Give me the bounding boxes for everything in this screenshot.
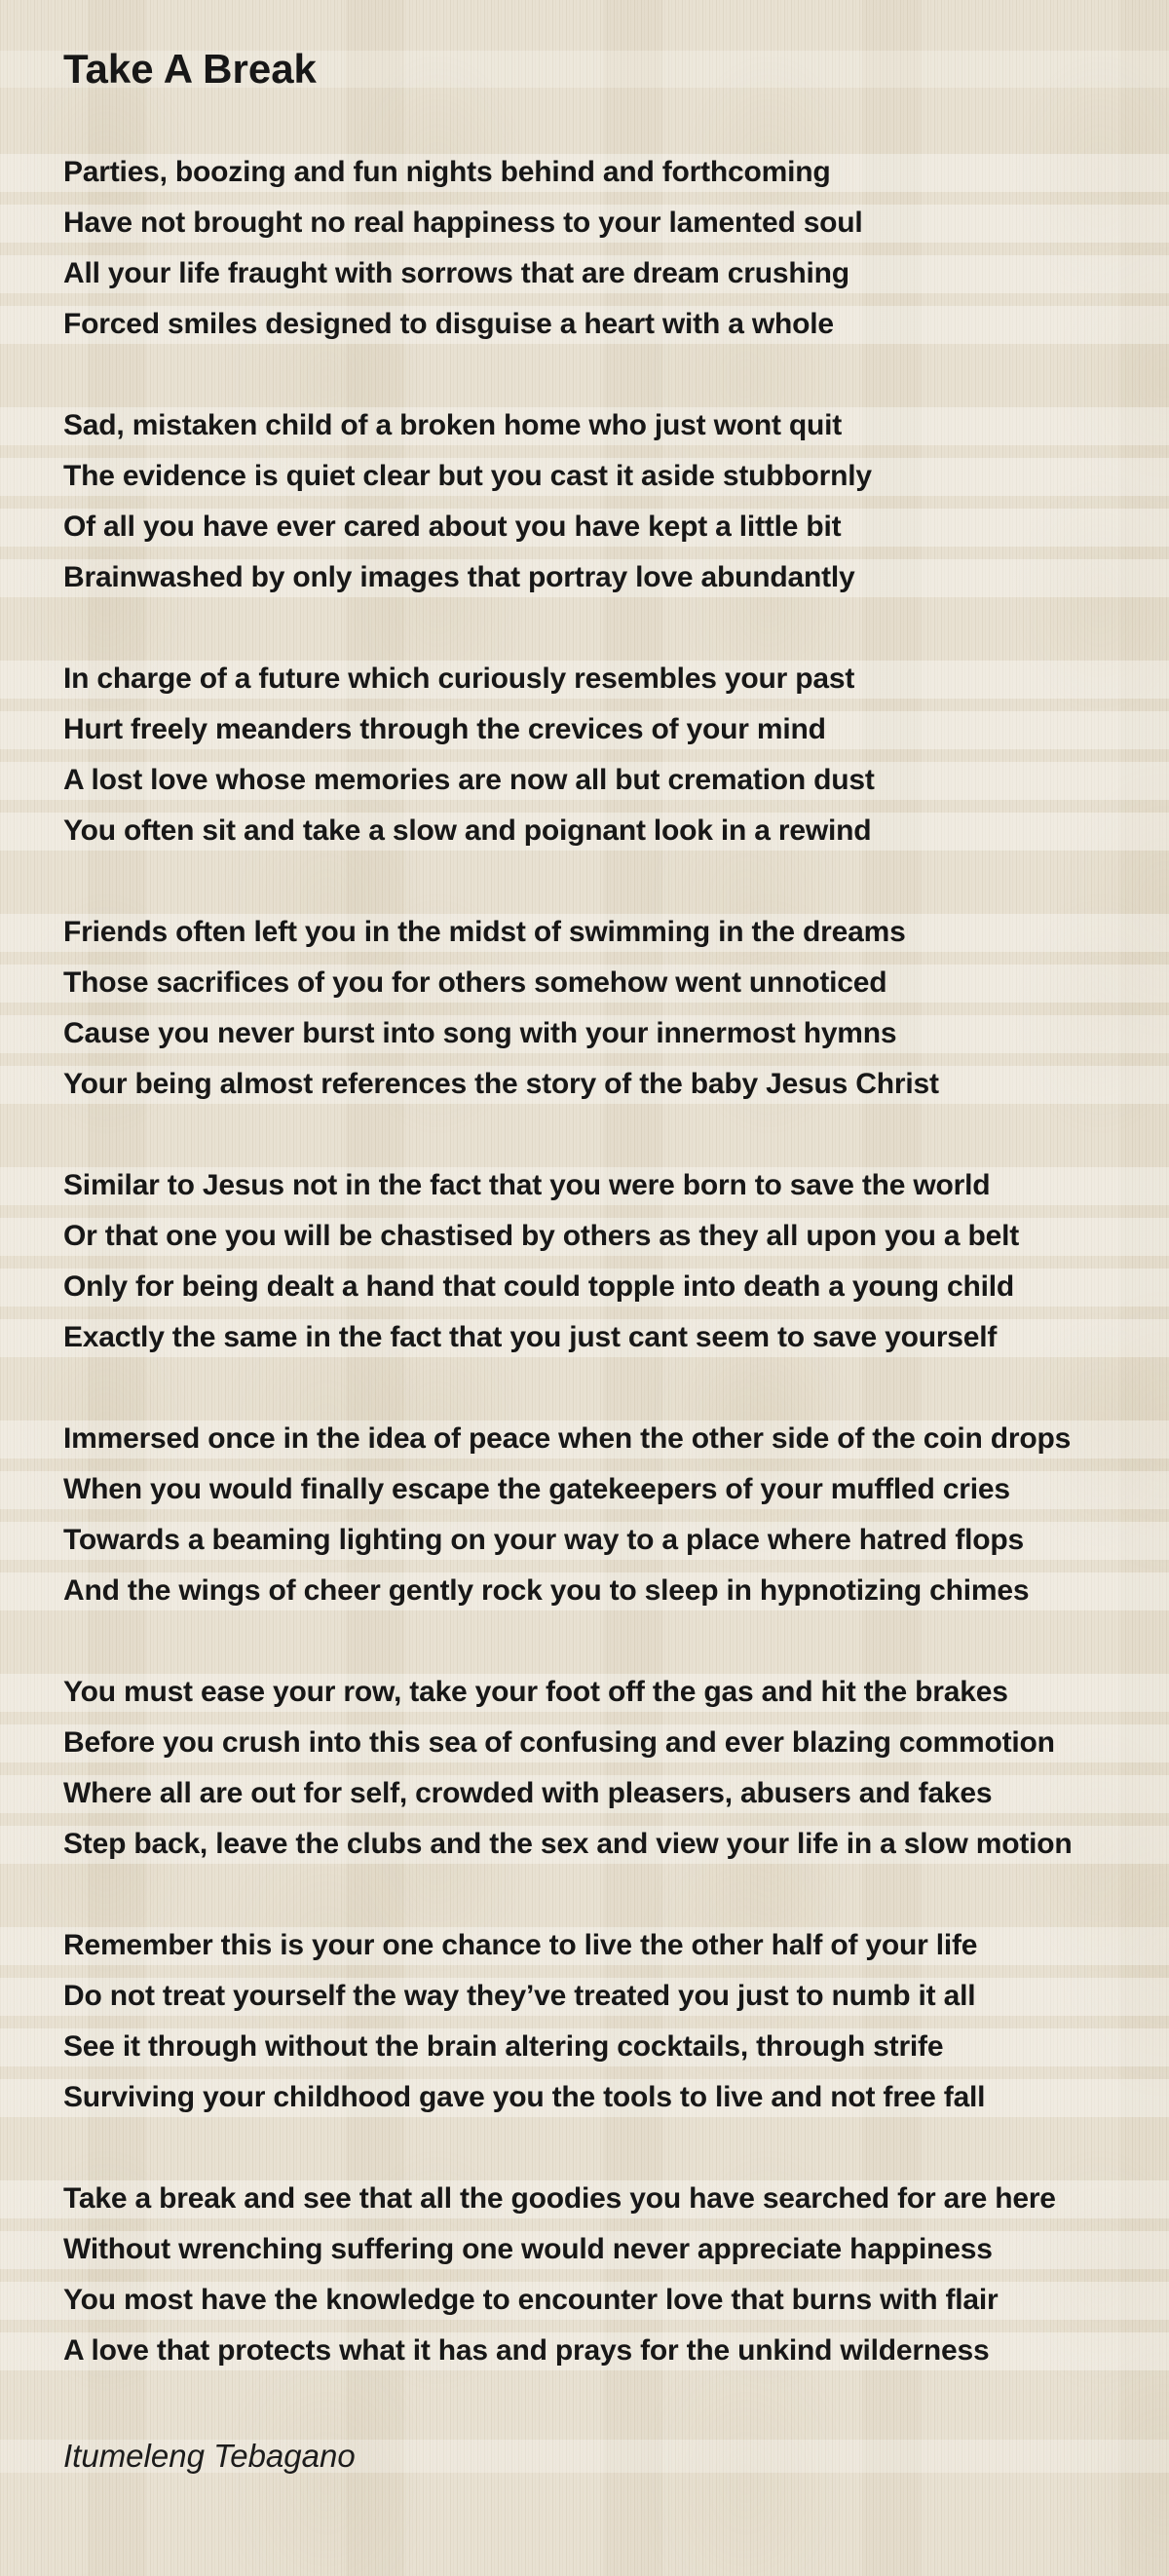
poem-line: Do not treat yourself the way they’ve treated you just to numb it all [0,1971,1169,2022]
poem-line: Exactly the same in the fact that you just cant seem to save yourself [0,1312,1169,1363]
poem-line: Step back, leave the clubs and the sex and view your life in a slow motion [0,1819,1169,1870]
poem-line: Remember this is your one chance to live the other half of your life [0,1920,1169,1971]
stanza-1 [0,147,1169,350]
poem-line: Before you crush into this sea of confusing and ever blazing commotion [0,1718,1169,1768]
stanza-8 [0,1920,1169,2123]
poem-line: And the wings of cheer gently rock you to sleep in hypnotizing chimes [0,1566,1169,1616]
poem-line: Those sacrifices of you for others somehow went unnoticed [0,958,1169,1008]
poem-line: In charge of a future which curiously resembles your past [0,654,1169,704]
stanza-4 [0,907,1169,1110]
poem-line: Similar to Jesus not in the fact that you were born to save the world [0,1160,1169,1211]
stanza-2 [0,400,1169,603]
poem-line: Only for being dealt a hand that could topple into death a young child [0,1262,1169,1312]
poem-line: Where all are out for self, crowded with pleasers, abusers and fakes [0,1768,1169,1819]
poem-line: Forced smiles designed to disguise a heart with a whole [0,299,1169,350]
poem-line: Brainwashed by only images that portray love abundantly [0,552,1169,603]
poem-line: Friends often left you in the midst of swimming in the dreams [0,907,1169,958]
page-title: Take A Break [0,49,1169,90]
poem-line: Surviving your childhood gave you the tools to live and not free fall [0,2072,1169,2123]
poem-line: Parties, boozing and fun nights behind and forthcoming [0,147,1169,198]
stanza-9 [0,2174,1169,2376]
poem-line: When you would finally escape the gatekeepers of your muffled cries [0,1464,1169,1515]
poem-line: Have not brought no real happiness to your lamented soul [0,198,1169,248]
poem-line: Of all you have ever cared about you have kept a little bit [0,502,1169,552]
poem-line: Without wrenching suffering one would never appreciate happiness [0,2224,1169,2275]
poem-line: Immersed once in the idea of peace when the other side of the coin drops [0,1414,1169,1464]
stanza-6 [0,1414,1169,1616]
poem-line: A love that protects what it has and prays for the unkind wilderness [0,2326,1169,2376]
poem-line: All your life fraught with sorrows that are dream crushing [0,248,1169,299]
poem-line: Cause you never burst into song with your innermost hymns [0,1008,1169,1059]
poem-line: The evidence is quiet clear but you cast it aside stubbornly [0,451,1169,502]
poem-line: Your being almost references the story of the baby Jesus Christ [0,1059,1169,1110]
poem-line: Towards a beaming lighting on your way to a place where hatred flops [0,1515,1169,1566]
poem-line: You often sit and take a slow and poignant look in a rewind [0,806,1169,856]
poem-line: A lost love whose memories are now all but cremation dust [0,755,1169,806]
stanza-5 [0,1160,1169,1363]
stanza-3 [0,654,1169,856]
poem-body [0,147,1169,2376]
poem-line: You must ease your row, take your foot off the gas and hit the brakes [0,1667,1169,1718]
poem-line: Sad, mistaken child of a broken home who just wont quit [0,400,1169,451]
poem-line: Hurt freely meanders through the crevices of your mind [0,704,1169,755]
author-signature: Itumeleng Tebagano [0,2437,1169,2476]
poem-line: Take a break and see that all the goodies you have searched for are here [0,2174,1169,2224]
poem-line: See it through without the brain altering cocktails, through strife [0,2022,1169,2072]
poem-line: You most have the knowledge to encounter love that burns with flair [0,2275,1169,2326]
poem-line: Or that one you will be chastised by others as they all upon you a belt [0,1211,1169,1262]
stanza-7 [0,1667,1169,1870]
